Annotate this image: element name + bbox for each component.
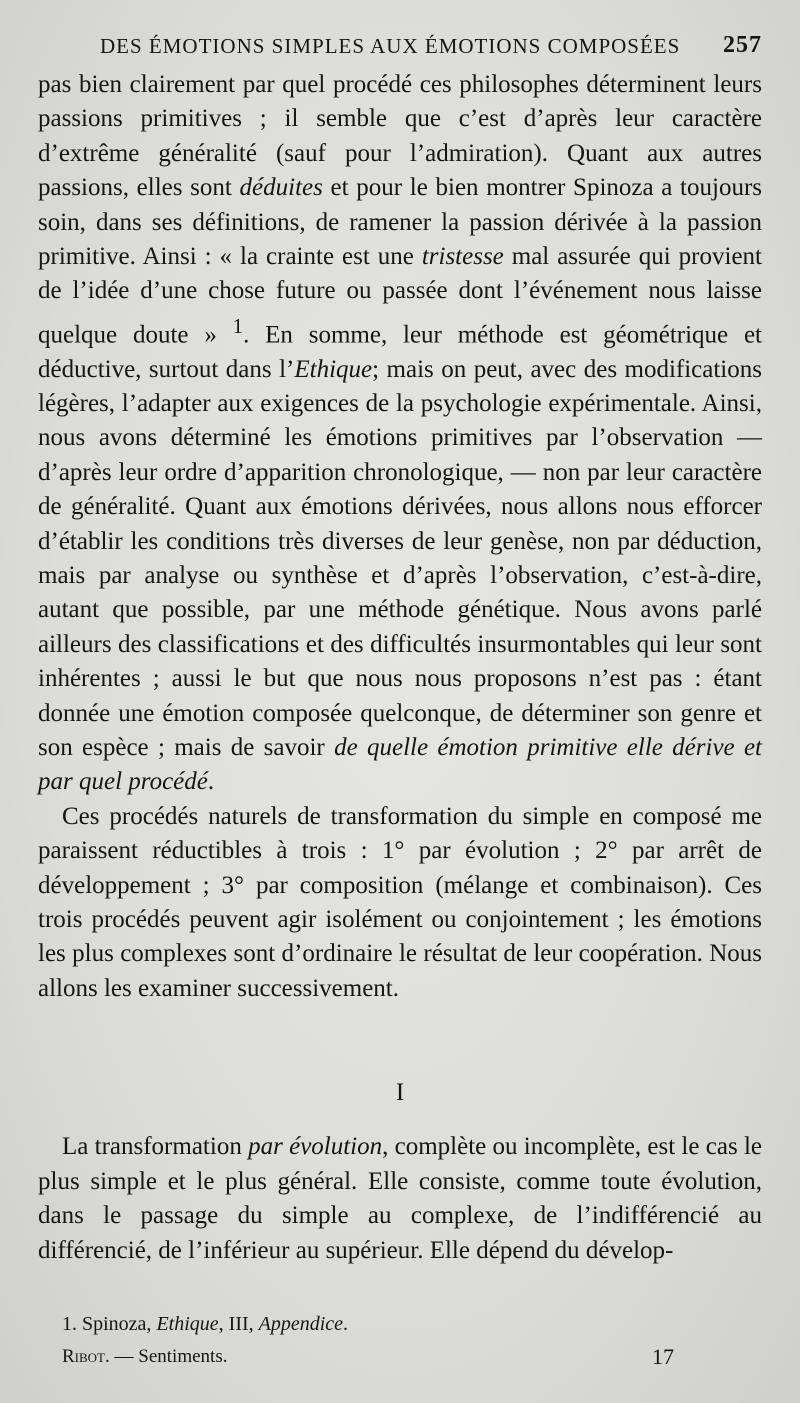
author-title: Ribot. — Sentiments. bbox=[62, 1346, 228, 1367]
italic-text: tristesse bbox=[421, 243, 504, 271]
signature-line bbox=[62, 1344, 674, 1374]
footnote: 1. Spinoza, Ethique, III, Appendice. bbox=[62, 1313, 349, 1335]
running-title: DES ÉMOTIONS SIMPLES AUX ÉMOTIONS COMPOSÉES bbox=[100, 34, 681, 58]
italic-text: de quelle émotion primitive elle dérive et par quel procédé bbox=[38, 734, 762, 796]
footnote-reference: 1 bbox=[232, 313, 244, 338]
italic-text: par évolution bbox=[248, 1133, 383, 1161]
paragraph: pas bien clairement par quel procédé ces philosophes déterminent leurs passions primitives ; il semble que c’est d’après leur caractère d’extrême généralité (sauf pour l’admiration). Quant aux autres passions, elles sont déduites et pour le bien montrer Spinoza a toujours soin, dans ses définitions, de ramener la passion dérivée à la passion primitive. Ainsi : « la crainte est une tristesse mal assurée qui provient de l’idée d’une chose future ou passée dont l’événement nous laisse quelque doute » $^1$. En somme, leur méthode est géométrique et déductive, surtout dans l’Ethique; mais on peut, avec des modifications légères, l’adapter aux exigences de la psychologie expérimentale. Ainsi, nous avons déterminé les émotions primitives par l’observation — d’après leur ordre d’apparition chronologique, — non par leur caractère de généralité. Quant aux émotions dérivées, nous allons nous efforcer d’établir les conditions très diverses de leur genèse, non par déduction, mais par analyse ou synthèse et d’après l’observation, c’est-à-dire, autant que possible, par une méthode génétique. Nous avons parlé ailleurs des classifications et des difficultés insurmontables qui leur sont inhérentes ; aussi le but que nous nous proposons n’est pas : étant donnée une émotion composée quelconque, de déterminer son genre et son espèce ; mais de savoir de quelle émotion primitive elle dérive et par quel procédé. bbox=[38, 71, 762, 796]
italic-text: Ethique bbox=[294, 355, 373, 383]
section-numeral: I bbox=[395, 1079, 405, 1107]
paragraph: La transformation par évolution, complète ou incomplète, est le cas le plus simple et le plus général. Elle consiste, comme toute évolution, dans le passage du simple au complexe, de l’indifférencié au différencié, de l’inférieur au supérieur. Elle dépend du dévelop- bbox=[38, 1133, 762, 1264]
paragraph: Ces procédés naturels de transformation du simple en composé me paraissent réductibles à trois : 1° par évolution ; 2° par arrêt de développement ; 3° par composition (mélange et combinaison). Ces trois procédés peuvent agir isolément ou conjointement ; les émotions les plus complexes sont d’ordinaire le résultat de leur coopération. Nous allons les examiner successivement. bbox=[38, 802, 762, 1002]
main-text bbox=[38, 68, 762, 1268]
page-number: 257 bbox=[723, 32, 762, 58]
running-header bbox=[100, 30, 762, 62]
signature-mark: 17 bbox=[652, 1344, 674, 1369]
italic-text: déduites bbox=[239, 174, 323, 202]
